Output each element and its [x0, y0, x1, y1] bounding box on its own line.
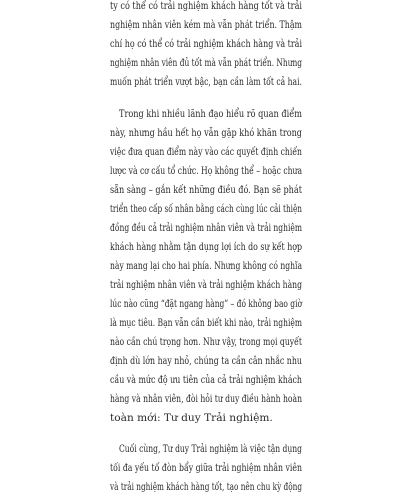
text-line: chí họ có thể có trải nghiệm khách hàng và trải [110, 38, 302, 50]
text-line: Trong khi nhiều lãnh đạo hiểu rõ quan điểm [119, 108, 302, 120]
text-line: nào cần chú trọng hơn. Như vậy, trong mọi quyết [110, 336, 302, 348]
text-line: triển theo cấp số nhân bằng cách cùng lúc cải thiện [110, 203, 302, 215]
text-line: muốn phát triển vượt bậc, bạn cần làm tốt cả hai. [110, 76, 302, 88]
text-line: là mục tiêu. Bạn vẫn cần biết khi nào, trải nghiệm [110, 317, 302, 329]
text-line: sẵn sàng – gắn kết những điều đó. Bạn sẽ phát [110, 184, 302, 196]
text-line: toàn mới: Tư duy Trải nghiệm. [110, 412, 273, 424]
text-line: ty có thể có trải nghiệm khách hàng tốt và trải [110, 0, 302, 12]
text-line: nghiệm nhân viên đủ tốt mà vẫn phát triển. Nhưng [110, 57, 302, 69]
text-line: khách hàng nhằm tận dụng lợi ích do sự kết hợp [110, 241, 302, 253]
text-line: và trải nghiệm khách hàng tốt, tạo nên chu kỳ động [110, 481, 302, 493]
text-line: nghiệm nhân viên kém mà vẫn phát triển. Thậm [110, 19, 302, 31]
text-line: tối đa yếu tố đòn bẩy giữa trải nghiệm nhân viên [110, 462, 302, 474]
text-line: Cuối cùng, Tư duy Trải nghiệm là việc tận dụng [119, 443, 302, 455]
text-line: hàng và nhân viên, đòi hỏi tư duy điều hành hoàn [110, 393, 302, 405]
text-line: này, nhưng hầu hết họ vẫn gặp khó khăn trong [110, 127, 302, 139]
text-line: trải nghiệm nhân viên và trải nghiệm khách hàng [110, 279, 302, 291]
text-line: cầu và mức độ ưu tiên của cả trải nghiệm khách [110, 374, 302, 386]
text-line: đồng đều cả trải nghiệm nhân viên và trải nghiệm [110, 222, 302, 234]
text-line: lúc nào cũng “đặt ngang hàng” – đó không bao giờ [110, 298, 302, 310]
text-line: lược và cơ cấu tổ chức. Họ không thể – hoặc chưa [110, 165, 302, 177]
text-line: định dù lớn hay nhỏ, chúng ta cần cân nhắc nhu [110, 355, 302, 367]
text-line: này mang lại cho hai phía. Nhưng không có nghĩa [110, 260, 302, 272]
text-line: việc đưa quan điểm này vào các quyết định chiến [110, 146, 302, 158]
